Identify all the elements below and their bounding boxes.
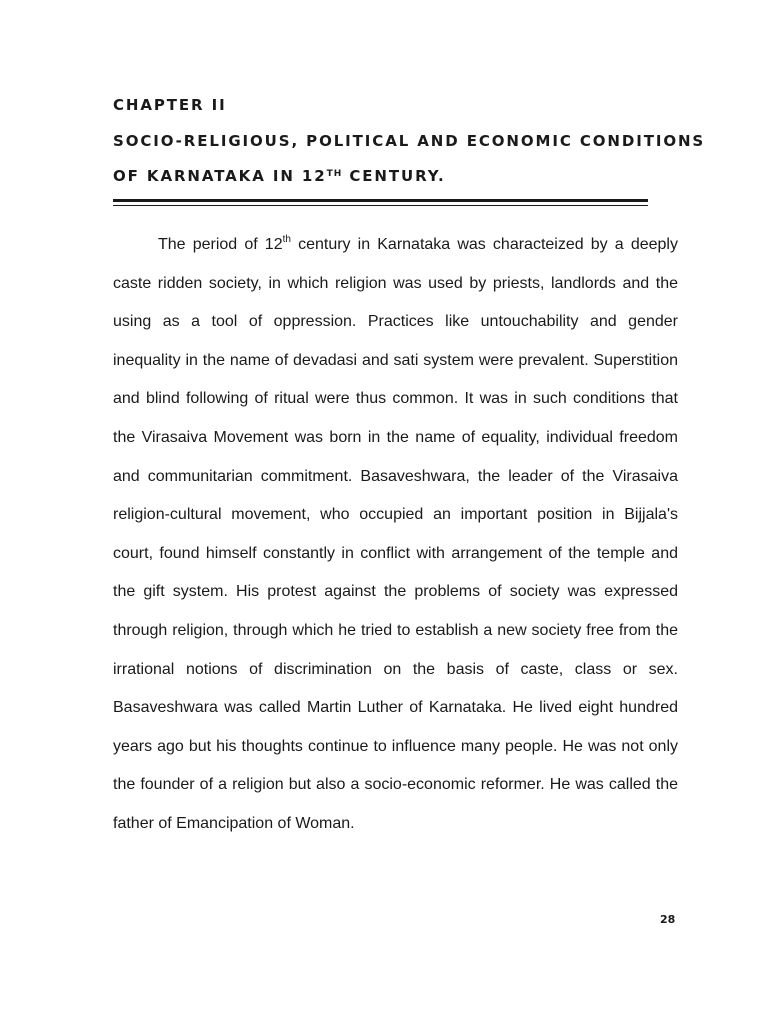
title-divider-thin: [113, 205, 648, 206]
title-superscript: TH: [326, 169, 343, 179]
chapter-label: CHAPTER II: [113, 96, 227, 114]
paragraph-text: century in Karnataka was characteized by a deeply caste ridden society, in which religion was used by priests, landlords and the using as a tool of oppression. Practices like untouchability and gender inequality in the name of devadasi and sati system were prevalent. Superstition and blind following of ritual were thus common. It was in such conditions that the Virasaiva Movement was born in the name of equality, individual freedom and communitarian commitment. Basaveshwara, the leader of the Virasaiva religion-cultural movement, who occupied an important position in Bijjala's court, found himself constantly in conflict with arrangement of the temple and the gift system. His protest against the problems of society was expressed through religion, through which he tried to establish a new society free from the irrational notions of discrimination on the basis of caste, class or sex. Basaveshwara was called Martin Luther of Karnataka. He lived eight hundred years ago but his thoughts continue to influence many people. He was not only the founder of a religion but also a socio-economic reformer. He was called the father of Emancipation of Woman.: [113, 236, 678, 832]
paragraph-intro: The period of 12: [158, 236, 283, 253]
chapter-title-line-2: [113, 167, 446, 185]
title-divider-thick: [113, 199, 648, 202]
body-paragraph: [113, 226, 678, 844]
title-line-2-suffix: CENTURY.: [342, 167, 446, 185]
chapter-title-line-1: SOCIO-RELIGIOUS, POLITICAL AND ECONOMIC CONDITIONS: [113, 132, 706, 150]
title-line-2-prefix: OF KARNATAKA IN 12: [113, 167, 327, 185]
paragraph-superscript: th: [282, 234, 291, 245]
page-number: 28: [660, 913, 676, 926]
